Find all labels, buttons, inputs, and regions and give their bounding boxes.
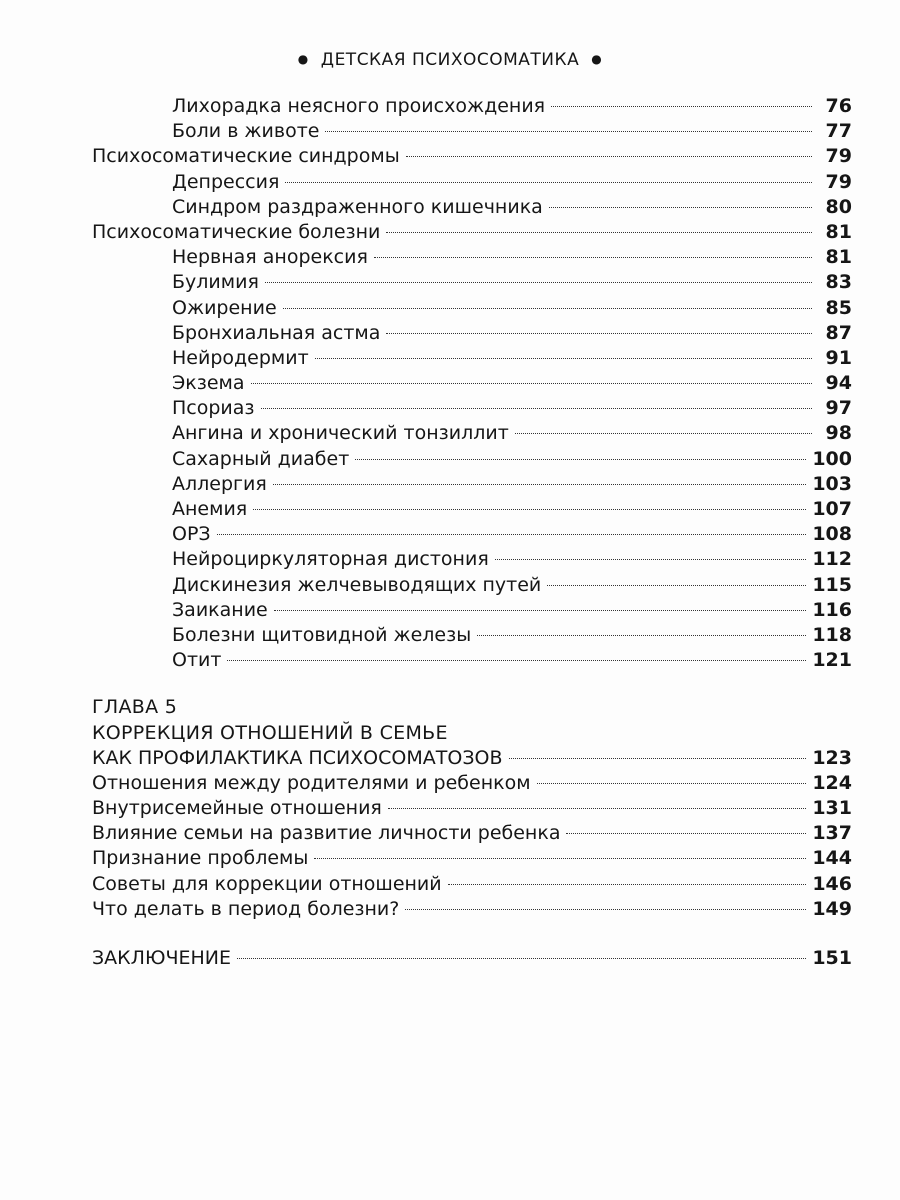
toc-entry-title: Признание проблемы (92, 847, 309, 870)
dot-leader (237, 958, 806, 959)
toc-entry[interactable] (92, 245, 852, 270)
page-number: 87 (825, 321, 852, 344)
page-number: 146 (812, 872, 852, 895)
dot-leader (495, 559, 807, 560)
bullet-icon: ● (591, 52, 603, 66)
toc-entry[interactable] (92, 170, 852, 195)
dot-leader (265, 282, 812, 283)
conclusion-entry[interactable] (92, 946, 852, 971)
page-number: 79 (825, 170, 852, 193)
dot-leader (227, 660, 806, 661)
page-number: 80 (825, 195, 852, 218)
page-number: 98 (825, 422, 852, 445)
dot-leader (217, 534, 807, 535)
page-number: 76 (825, 95, 852, 117)
conclusion-title: ЗАКЛЮЧЕНИЕ (92, 947, 232, 969)
toc-entry-title: Психосоматические болезни (92, 220, 381, 243)
dot-leader (273, 484, 807, 485)
spacer (92, 673, 852, 695)
running-header (0, 50, 900, 70)
dot-leader (547, 585, 806, 586)
dot-leader (551, 106, 812, 107)
dot-leader (566, 833, 806, 834)
page-number: 94 (825, 372, 852, 395)
dot-leader (285, 182, 812, 183)
toc-entry-title: Нейродермит (172, 346, 309, 369)
page-number: 123 (812, 746, 852, 769)
toc-entry-title: Аллергия (172, 472, 267, 495)
chapter-title-entry[interactable] (92, 746, 852, 771)
toc-entry-title: ОРЗ (172, 523, 211, 546)
toc-entry[interactable] (92, 371, 852, 396)
toc-entry-title: Советы для коррекции отношений (92, 872, 442, 895)
page-number: 149 (812, 897, 852, 920)
dot-leader (477, 635, 806, 636)
page-number: 97 (825, 397, 852, 420)
dot-leader (261, 408, 812, 409)
toc-entry[interactable] (92, 821, 852, 846)
dot-leader (325, 131, 812, 132)
toc-entry-title: Ангина и хронический тонзиллит (172, 422, 509, 445)
toc-entry[interactable] (92, 522, 852, 547)
toc-entry-title: Заикание (172, 598, 268, 621)
chapter-title-line1: КОРРЕКЦИЯ ОТНОШЕНИЙ В СЕМЬЕ (92, 721, 448, 744)
toc-entry-title: Ожирение (172, 296, 277, 319)
page-number: 121 (812, 649, 852, 672)
page-number: 77 (825, 120, 852, 143)
toc-entry[interactable] (92, 346, 852, 371)
page-number: 118 (812, 623, 852, 646)
toc-entry[interactable] (92, 321, 852, 346)
table-of-contents (92, 94, 852, 971)
toc-entry[interactable] (92, 573, 852, 598)
dot-leader (448, 884, 807, 885)
dot-leader (314, 858, 806, 859)
toc-entry[interactable] (92, 872, 852, 897)
page-number: 144 (812, 847, 852, 870)
dot-leader (515, 433, 812, 434)
page-number: 103 (812, 472, 852, 495)
bullet-icon: ● (297, 52, 309, 66)
toc-entry-title: Отит (172, 649, 222, 672)
dot-leader (253, 509, 806, 510)
page-number: 124 (812, 771, 852, 794)
toc-entry[interactable] (92, 396, 852, 421)
page-number: 81 (825, 246, 852, 269)
toc-entry-title: Психосоматические синдромы (92, 145, 400, 168)
dot-leader (406, 156, 812, 157)
page-number: 116 (812, 598, 852, 621)
page-number: 83 (825, 271, 852, 294)
toc-entry-title: Дискинезия желчевыводящих путей (172, 573, 542, 596)
page-number: 85 (825, 296, 852, 319)
dot-leader (388, 808, 806, 809)
toc-entry-title: Влияние семьи на развитие личности ребенка (92, 822, 561, 845)
toc-entry-title: Нервная анорексия (172, 246, 368, 269)
toc-entry-title: Депрессия (172, 170, 280, 193)
dot-leader (315, 358, 812, 359)
toc-entry[interactable] (92, 447, 852, 472)
toc-entry[interactable] (92, 220, 852, 245)
spacer (92, 922, 852, 946)
dot-leader (274, 610, 807, 611)
dot-leader (386, 333, 812, 334)
toc-entry[interactable] (92, 796, 852, 821)
page-number: 79 (825, 145, 852, 168)
page-number: 100 (812, 447, 852, 470)
toc-entry-title: Синдром раздраженного кишечника (172, 195, 543, 218)
dot-leader (537, 783, 807, 784)
page-number: 137 (812, 822, 852, 845)
toc-entry[interactable] (92, 270, 852, 295)
toc-entry[interactable] (92, 144, 852, 169)
toc-entry-title: Отношения между родителями и ребенком (92, 771, 531, 794)
toc-entry-title: Нейроциркуляторная дистония (172, 548, 489, 571)
dot-leader (283, 308, 812, 309)
running-header-title: ДЕТСКАЯ ПСИХОСОМАТИКА (320, 50, 580, 70)
page-number: 107 (812, 498, 852, 520)
chapter-title-line2: КАК ПРОФИЛАКТИКА ПСИХОСОМАТОЗОВ (92, 746, 503, 769)
toc-entry[interactable] (92, 648, 852, 673)
dot-leader (509, 758, 807, 759)
chapter-label: ГЛАВА 5 (92, 696, 178, 719)
dot-leader (355, 459, 806, 460)
toc-entry-title: Сахарный диабет (172, 447, 350, 470)
toc-entry[interactable] (92, 623, 852, 648)
toc-entry[interactable] (92, 421, 852, 446)
toc-entry[interactable] (92, 296, 852, 321)
toc-entry[interactable] (92, 598, 852, 623)
toc-entry[interactable] (92, 547, 852, 572)
page-number: 91 (825, 346, 852, 369)
toc-entry-title: Внутрисемейные отношения (92, 797, 382, 820)
toc-entry[interactable] (92, 195, 852, 220)
page-number: 112 (812, 548, 852, 571)
dot-leader (386, 232, 812, 233)
toc-section-list (92, 94, 852, 673)
toc-entry[interactable] (92, 119, 852, 144)
toc-entry-title: Экзема (172, 372, 245, 395)
dot-leader (549, 207, 812, 208)
toc-entry[interactable] (92, 846, 852, 871)
toc-entry-title: Лихорадка неясного происхождения (172, 95, 546, 117)
toc-entry-title: Бронхиальная астма (172, 321, 381, 344)
page-number: 115 (812, 573, 852, 596)
page-number: 81 (825, 220, 852, 243)
toc-entry-title: Что делать в период болезни? (92, 897, 400, 920)
toc-entry-title: Боли в животе (172, 120, 320, 143)
page-number: 108 (812, 523, 852, 546)
page-number: 131 (812, 797, 852, 820)
toc-entry[interactable] (92, 897, 852, 922)
toc-entry-title: Болезни щитовидной железы (172, 623, 472, 646)
toc-entry[interactable] (92, 94, 852, 119)
toc-entry-title: Анемия (172, 498, 248, 520)
toc-entry[interactable] (92, 771, 852, 796)
dot-leader (405, 909, 806, 910)
page-number: 151 (812, 947, 852, 969)
toc-entry[interactable] (92, 497, 852, 522)
toc-entry-title: Булимия (172, 271, 259, 294)
toc-entry[interactable] (92, 472, 852, 497)
dot-leader (251, 383, 812, 384)
chapter5-list (92, 771, 852, 922)
dot-leader (374, 257, 812, 258)
toc-entry-title: Псориаз (172, 397, 255, 420)
